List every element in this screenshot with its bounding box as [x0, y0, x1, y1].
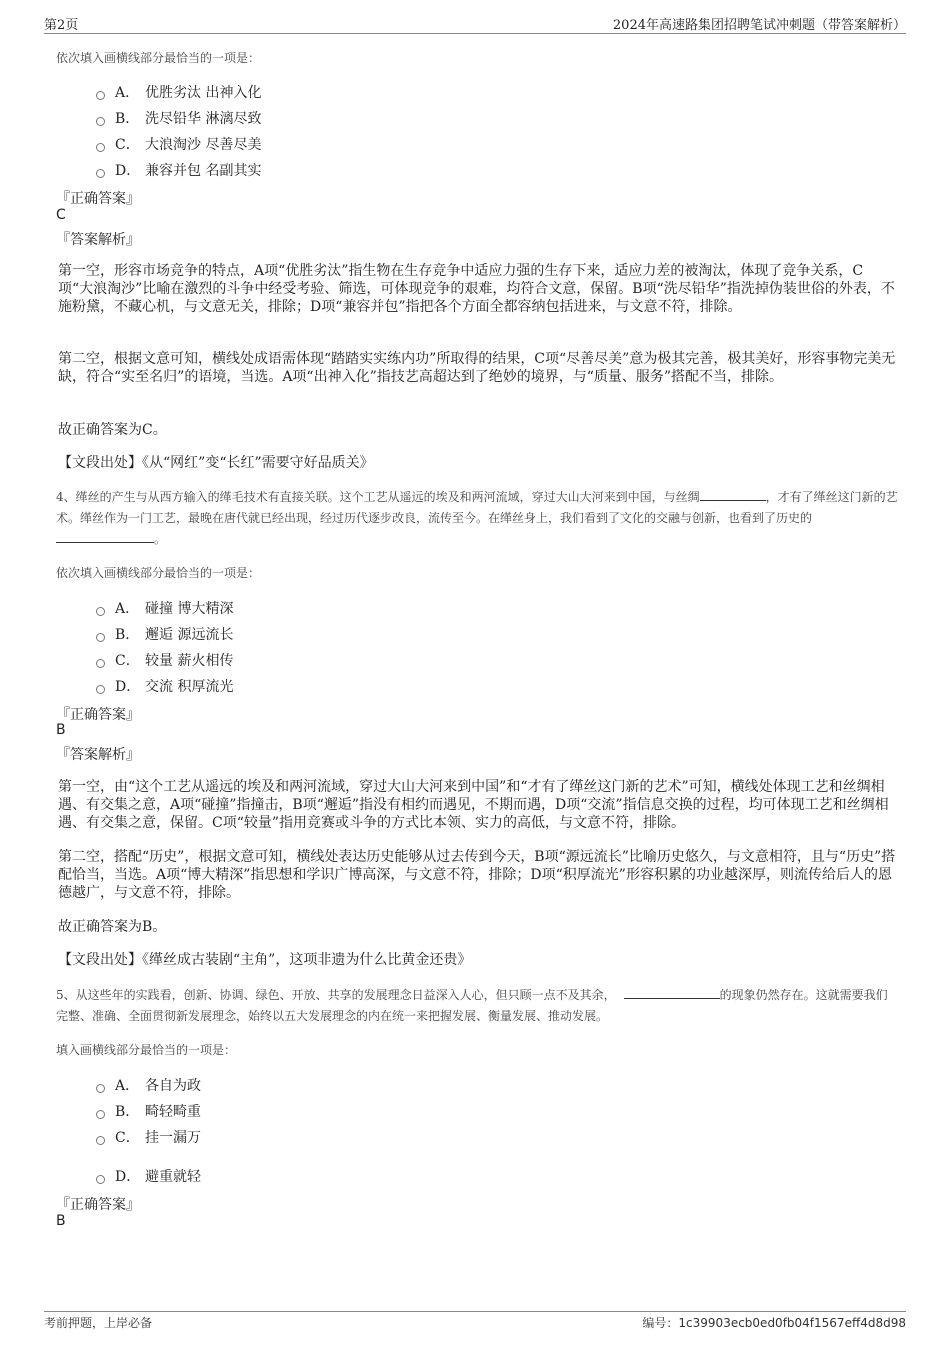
q5-answer: B: [56, 1213, 66, 1229]
radio-icon[interactable]: [96, 685, 105, 694]
q4-prompt: 依次填入画横线部分最恰当的一项是：: [56, 566, 261, 580]
q4-answer: B: [56, 722, 66, 738]
q3-option-b[interactable]: B． 洗尽铅华 淋漓尽致: [96, 108, 261, 128]
q3-answer-label: 『正确答案』: [56, 191, 140, 207]
q5-prompt: 填入画横线部分最恰当的一项是：: [56, 1043, 237, 1057]
q5-option-c[interactable]: C． 挂一漏万: [96, 1127, 201, 1147]
blank-line: [56, 530, 154, 543]
blank-line: [624, 986, 720, 999]
q5-stem: 5、从这些年的实践看，创新、协调、绿色、开放、共享的发展理念日益深入人心，但只顾一点不及其余， 的现象仍然存在。这就需要我们完整、准确、全面贯彻新发展理念，始终以五大发展理念的内在统一来把握发展、衡量发展、推动发展。: [56, 988, 888, 1023]
footer-slogan: 考前押题，上岸必备: [44, 1316, 153, 1330]
document-title: 2024年高速路集团招聘笔试冲刺题（带答案解析）: [612, 18, 906, 33]
radio-icon[interactable]: [96, 1136, 105, 1145]
q4-option-b[interactable]: B． 邂逅 源远流长: [96, 624, 233, 644]
q4-option-d[interactable]: D． 交流 积厚流光: [96, 676, 233, 696]
blank-line: [700, 488, 766, 501]
page-number: 第2页: [44, 18, 79, 33]
q3-option-c[interactable]: C． 大浪淘沙 尽善尽美: [96, 134, 261, 154]
header-rule: [44, 33, 906, 34]
q4-analysis-conclusion: 故正确答案为B。: [58, 919, 167, 935]
q4-stem: 4、缂丝的产生与从西方输入的缂毛技术有直接关联。这个工艺从遥远的埃及和两河流域，穿过大山大河来到中国，与丝绸 ，才有了缂丝这门新的艺术。缂丝作为一门工艺，最晚在唐代就已经出现，经过历代逐步改良，流传至今。在缂丝身上，我们看到了文化的交融与创新，也看到了历史的。: [56, 490, 898, 546]
q5-answer-label: 『正确答案』: [56, 1197, 140, 1213]
q3-prompt: 依次填入画横线部分最恰当的一项是：: [56, 51, 261, 65]
q3-source: 【文段出处】《从“网红”变“长红”需要守好品质关》: [58, 455, 374, 471]
footer-rule: [44, 1311, 906, 1312]
q5-option-b[interactable]: B． 畸轻畸重: [96, 1101, 201, 1121]
document-id: 编号：1c39903ecb0ed0fb04f1567eff4d8d98: [642, 1316, 906, 1330]
q4-option-c[interactable]: C． 较量 薪火相传: [96, 650, 233, 670]
q4-answer-label: 『正确答案』: [56, 707, 140, 723]
q4-analysis-p1: 第一空，由“这个工艺从遥远的埃及和两河流域，穿过大山大河来到中国”和“才有了缂丝这门新的艺术”可知，横线处体现工艺和丝绸相遇、有交集之意，A项“碰撞”指撞击，B项“邂逅”指没有相约而遇见，不期而遇，D项“交流”指信息交换的过程，均可体现工艺和丝绸相遇、有交集之意，保留。C项“较量”指用竞赛或斗争的方式比本领、实力的高低，与文意不符，排除。: [58, 779, 889, 831]
q5-option-a[interactable]: A． 各自为政: [96, 1075, 201, 1095]
radio-icon[interactable]: [96, 659, 105, 668]
radio-icon[interactable]: [96, 607, 105, 616]
radio-icon[interactable]: [96, 1110, 105, 1119]
q4-source: 【文段出处】《缂丝成古装剧“主角”，这项非遗为什么比黄金还贵》: [58, 952, 472, 968]
q3-analysis-conclusion: 故正确答案为C。: [58, 422, 167, 438]
q3-option-d[interactable]: D． 兼容并包 名副其实: [96, 160, 261, 180]
radio-icon[interactable]: [96, 1175, 105, 1184]
q3-analysis-p1: 第一空，形容市场竞争的特点，A项“优胜劣汰”指生物在生存竞争中适应力强的生存下来，适应力差的被淘汰，体现了竞争关系，C项“大浪淘沙”比喻在激烈的斗争中经受考验、筛选，可体现竞争的艰难，均符合文意，保留。B项“洗尽铅华”指洗掉伪装世俗的外表，不施粉黛，不藏心机，与文意无关，排除；D项“兼容并包”指把各个方面全都容纳包括进来，与文意不符，排除。: [58, 263, 895, 315]
radio-icon[interactable]: [96, 143, 105, 152]
q4-analysis-label: 『答案解析』: [56, 747, 140, 763]
radio-icon[interactable]: [96, 117, 105, 126]
q3-analysis-label: 『答案解析』: [56, 232, 140, 248]
q3-analysis-p2: 第二空，根据文意可知，横线处成语需体现“踏踏实实练内功”所取得的结果，C项“尽善尽美”意为极其完善，极其美好，形容事物完美无缺，符合“实至名归”的语境，当选。A项“出神入化”指技艺高超达到了绝妙的境界，与“质量、服务”搭配不当，排除。: [58, 351, 896, 385]
q4-analysis-p2: 第二空，搭配“历史”，根据文意可知，横线处表达历史能够从过去传到今天，B项“源远流长”比喻历史悠久，与文意相符，且与“历史”搭配恰当，当选。A项“博大精深”指思想和学识广博高深，与文意不符，排除；D项“积厚流光”形容积累的功业越深厚，则流传给后人的恩德越广，与文意不符，排除。: [58, 849, 896, 901]
q3-option-a[interactable]: A． 优胜劣汰 出神入化: [96, 82, 261, 102]
q3-answer: C: [56, 207, 66, 223]
radio-icon[interactable]: [96, 1084, 105, 1093]
q4-option-a[interactable]: A． 碰撞 博大精深: [96, 598, 233, 618]
radio-icon[interactable]: [96, 91, 105, 100]
radio-icon[interactable]: [96, 169, 105, 178]
radio-icon[interactable]: [96, 633, 105, 642]
q5-option-d[interactable]: D． 避重就轻: [96, 1166, 201, 1186]
